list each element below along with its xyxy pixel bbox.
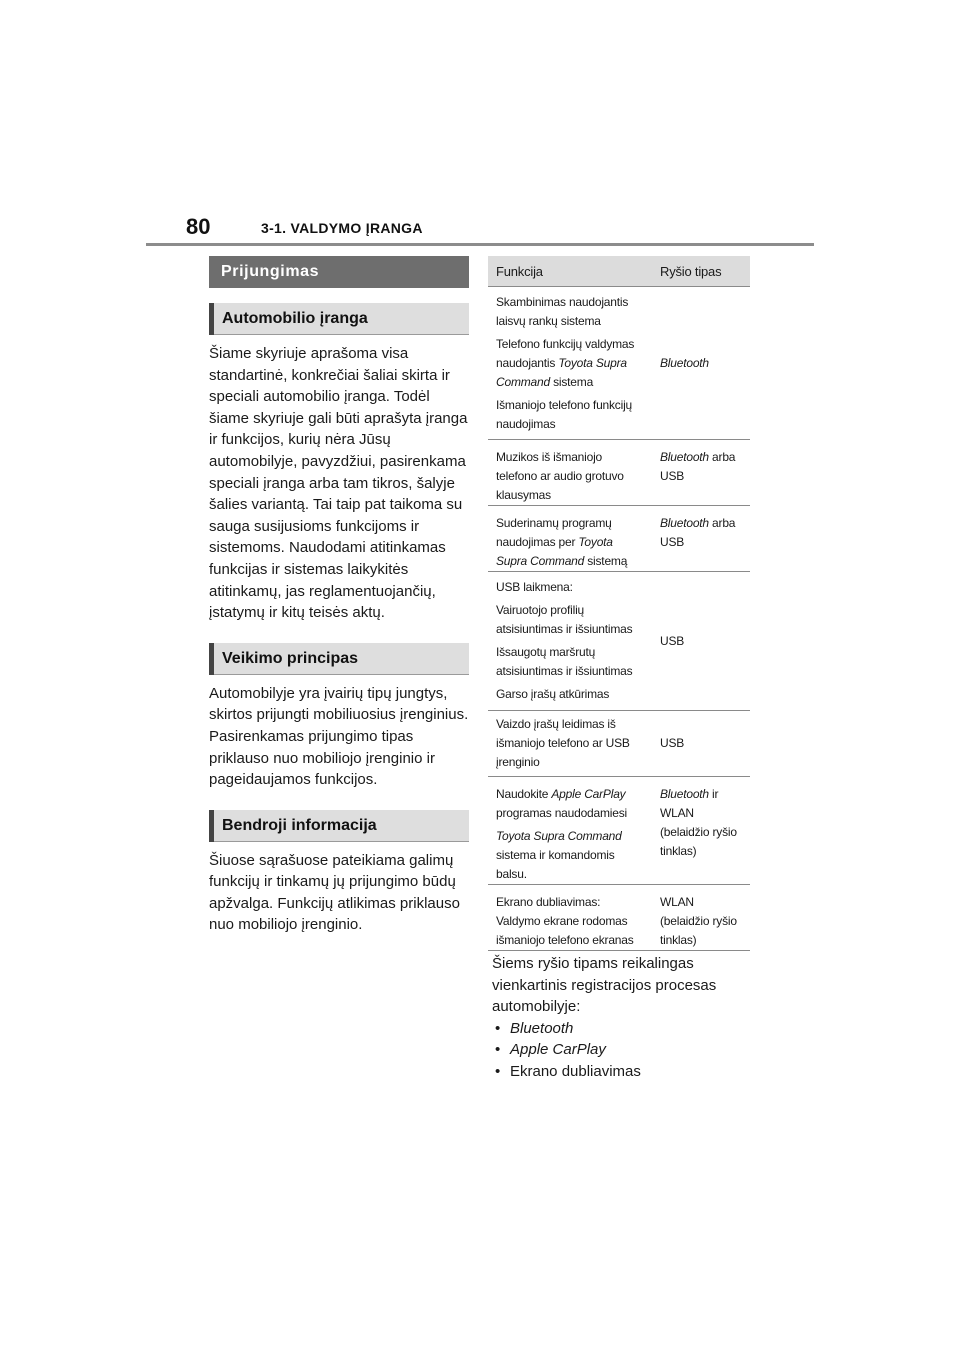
connection-cell <box>652 711 750 777</box>
function-text: Naudokite <box>496 787 552 801</box>
function-text: Išsaugotų maršrutų atsisiuntimas ir išsiuntimas <box>496 645 633 678</box>
connection-text: USB <box>660 633 685 648</box>
registration-list <box>492 1018 752 1083</box>
function-text: Skambinimas naudojantis laisvų rankų sistema <box>496 294 629 328</box>
function-cell <box>488 777 652 885</box>
function-emphasis: Apple CarPlay <box>551 787 626 801</box>
registration-text: Šiems ryšio tipams reikalingas vienkartinis registracijos procesas automobilyje: <box>492 955 717 1016</box>
connection-cell <box>652 287 750 440</box>
connection-text: ir WLAN (belaidžio ryšio tinklas) <box>660 787 737 858</box>
list-item-text: Ekrano dubliavimas <box>510 1062 641 1080</box>
left-column <box>209 256 469 936</box>
function-item <box>496 685 646 704</box>
connection-table <box>488 256 750 951</box>
connection-cell <box>652 440 750 506</box>
function-item <box>496 578 646 597</box>
table-row <box>488 440 750 506</box>
function-text: USB laikmena: <box>496 580 573 594</box>
table-row <box>488 777 750 885</box>
section-text-vehicle-equipment: Šiame skyriuje aprašoma visa standartinė, konkrečiai šaliai skirta ir speciali automobilio įranga. Todėl šiame skyriuje gali būti aprašyta įranga ir funkcijos, kurių nėra Jūsų automobilyje, pavyzdžiui, pasirenkama speciali įranga arba tam tikros, šalyje šalies variantą. Tai taip pat taikoma su sauga susijusioms funkcijoms ir sistemoms. Naudodami atitinkamas funkcijas ir sistemas laikykitės atitinkamų, jas reglamentuojančių, įstatymų ir kitų teisės aktų. <box>209 345 468 622</box>
function-text: sistema <box>549 374 594 389</box>
connection-cell <box>652 506 750 572</box>
connection-emphasis: Bluetooth <box>660 787 709 801</box>
function-text: sistema ir komandomis balsu. <box>496 848 615 881</box>
function-cell <box>488 711 652 777</box>
connection-text: arba USB <box>660 516 736 549</box>
connection-cell <box>652 572 750 711</box>
function-text: Ekrano dubliavimas: Valdymo ekrane rodomas išmaniojo telefono ekranas <box>496 895 634 947</box>
table-row <box>488 506 750 572</box>
column-header-connection-type: Ryšio tipas <box>652 256 750 287</box>
function-item <box>496 448 646 505</box>
function-text: sistemą <box>584 554 628 568</box>
page-number: 80 <box>186 214 211 239</box>
function-cell <box>488 572 652 711</box>
list-item <box>492 1018 752 1040</box>
list-item <box>492 1061 752 1083</box>
function-cell <box>488 506 652 572</box>
function-text: Išmaniojo telefono funkcijų naudojimas <box>496 397 633 431</box>
section-heading-general-info: Bendroji informacija <box>209 810 469 842</box>
function-item <box>496 293 646 331</box>
function-emphasis: Toyota Supra Command <box>496 535 613 568</box>
connection-emphasis: Bluetooth <box>660 355 709 370</box>
list-item-text: Apple CarPlay <box>510 1041 606 1059</box>
function-text: Muzikos iš išmaniojo telefono ar audio grotuvo klausymas <box>496 450 624 502</box>
function-item <box>496 785 646 823</box>
function-item <box>496 715 646 772</box>
function-text: Garso įrašų atkūrimas <box>496 687 610 701</box>
table-row <box>488 885 750 951</box>
section-heading-operating-principle: Veikimo principas <box>209 643 469 675</box>
connection-emphasis: Bluetooth <box>660 516 709 530</box>
function-item <box>496 514 646 571</box>
function-text: programas naudodamiesi <box>496 806 628 820</box>
function-text: Vairuotojo profilių atsisiuntimas ir išsiuntimas <box>496 603 633 636</box>
connection-cell <box>652 885 750 951</box>
table-row <box>488 711 750 777</box>
function-item <box>496 827 646 884</box>
table-header-row <box>488 256 750 287</box>
function-text: Suderinamų programų naudojimas per <box>496 516 612 549</box>
section-text-general-info: Šiuose sąrašuose pateikiama galimų funkcijų ir tinkamų jų prijungimo būdų apžvalga. Funkcijų atlikimas priklauso nuo mobiliojo įrenginio. <box>209 851 460 934</box>
connection-cell <box>652 777 750 885</box>
function-cell <box>488 440 652 506</box>
function-emphasis: Toyota Supra Command <box>496 355 627 389</box>
function-item <box>496 335 646 392</box>
section-text-operating-principle: Automobilyje yra įvairių tipų jungtys, skirtos prijungti mobiliuosius įrenginius. Pasirenkamas prijungimo tipas priklauso nuo mobiliojo įrenginio ir pageidaujamos funkcijos. <box>209 684 469 789</box>
function-text: Telefono funkcijų valdymas naudojantis <box>496 336 635 370</box>
section-heading-vehicle-equipment: Automobilio įranga <box>209 303 469 335</box>
table-row <box>488 287 750 440</box>
table-row <box>488 572 750 711</box>
function-cell <box>488 885 652 951</box>
connection-text: USB <box>660 736 685 750</box>
column-header-function: Funkcija <box>488 256 652 287</box>
connection-emphasis: Bluetooth <box>660 450 709 464</box>
header-divider <box>146 243 814 246</box>
function-item <box>496 396 646 434</box>
function-cell <box>488 287 652 440</box>
connection-text: WLAN (belaidžio ryšio tinklas) <box>660 895 737 947</box>
function-item <box>496 893 646 950</box>
connection-text: arba USB <box>660 450 736 483</box>
function-emphasis: Toyota Supra Command <box>496 829 622 843</box>
function-text: Vaizdo įrašų leidimas iš išmaniojo telefono ar USB įrenginio <box>496 717 630 769</box>
function-item <box>496 643 646 681</box>
main-heading: Prijungimas <box>209 256 469 288</box>
list-item-text: Bluetooth <box>510 1019 574 1037</box>
registration-note <box>492 953 752 1083</box>
function-item <box>496 601 646 639</box>
list-item <box>492 1039 752 1061</box>
section-title: 3-1. VALDYMO ĮRANGA <box>261 220 423 236</box>
